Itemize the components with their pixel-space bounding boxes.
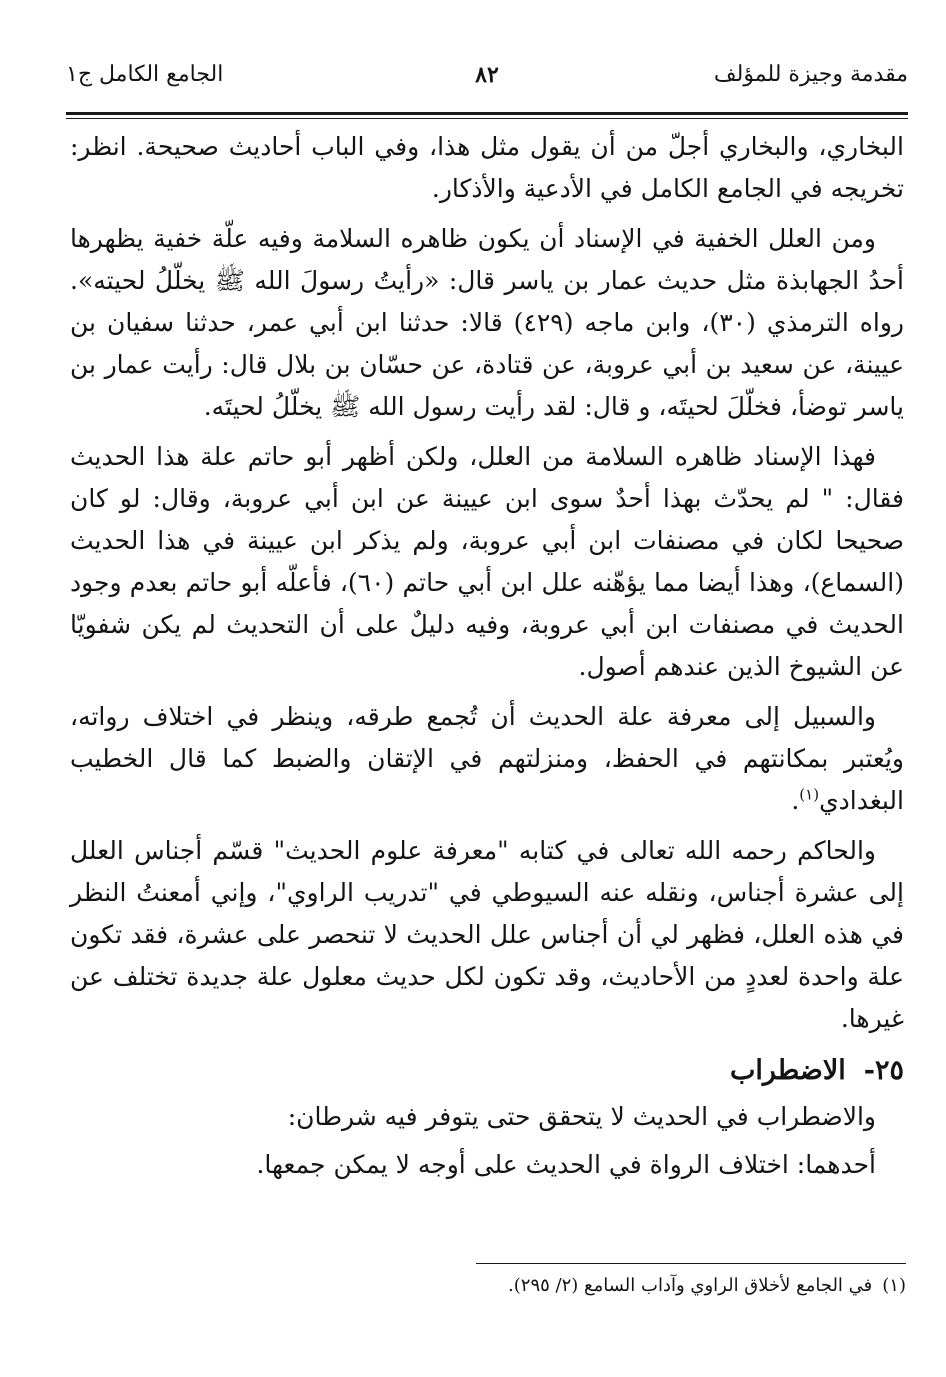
running-header: [66, 54, 908, 98]
header-chapter-title: مقدمة وجيزة للمؤلف: [713, 62, 908, 87]
page-number: ٨٢: [475, 62, 499, 88]
section-title: الاضطراب: [729, 1055, 846, 1086]
footnote-divider: [476, 1263, 906, 1264]
footnote-mark: (١): [882, 1275, 906, 1296]
header-book-title: الجامع الكامل ج١: [66, 62, 224, 87]
paragraph-4-text: والسبيل إلى معرفة علة الحديث أن تُجمع طرقه، وينظر في اختلاف رواته، ويُعتبر بمكانتهم في الحفظ، ومنزلتهم في الإتقان والضبط كما قال الخطيب البغدادي: [70, 702, 904, 815]
paragraph-1: البخاري، والبخاري أجلّ من أن يقول مثل هذا، وفي الباب أحاديث صحيحة. انظر: تخريجه في الجامع الكامل في الأدعية والأذكار.: [70, 132, 904, 203]
paragraph-3: فهذا الإسناد ظاهره السلامة من العلل، ولكن أظهر أبو حاتم علة هذا الحديث فقال: " لم يحدّث بهذا أحدٌ سوى ابن عيينة عن ابن أبي عروبة، وقال: لو كان صحيحا لكان في مصنفات ابن أبي عروبة، ولم يذكر ابن عيينة في هذا الحديث (السماع)، وهذا أيضا مما يؤهّنه علل ابن أبي حاتم (٦٠)، فأعلّه أبو حاتم بعدم وجود الحديث في مصنفات ابن أبي عروبة، وفيه دليلٌ على أن التحديث لم يكن شفويّا عن الشيوخ الذين عندهم أصول.: [70, 442, 905, 681]
section-number: ٢٥-: [863, 1055, 904, 1086]
paragraph-2: ومن العلل الخفية في الإسناد أن يكون ظاهره السلامة وفيه علّة خفية يظهرها أحدُ الجهابذة مثل حديث عمار بن ياسر قال: «رأيتُ رسولَ الله ﷺ يخلّلُ لحيته». رواه الترمذي (٣٠)، وابن ماجه (٤٢٩) قالا: حدثنا ابن أبي عمر، حدثنا سفيان بن عيينة، عن سعيد بن أبي عروبة، عن قتادة، عن حسّان بن بلال قال: رأيت عمار بن ياسر توضأ، فخلّلَ لحيتَه، و قال: لقد رأيت رسول الله ﷺ يخلّلُ لحيتَه.: [70, 224, 904, 421]
header-rule-thin: [66, 118, 908, 119]
paragraph-4: والسبيل إلى معرفة علة الحديث أن تُجمع طرقه، وينظر في اختلاف رواته، ويُعتبر بمكانتهم في الحفظ، ومنزلتهم في الإتقان والضبط كما قال الخطيب البغدادي$^{(١)}$.: [70, 702, 904, 815]
paragraph-5: والحاكم رحمه الله تعالى في كتابه "معرفة علوم الحديث" قسّم أجناس العلل إلى عشرة أجناس، ونقله عنه السيوطي في "تدريب الراوي"، وإني أمعنتُ النظر في هذه العلل، فظهر لي أن أجناس علل الحديث لا تنحصر على عشرة، فقد تكون علة واحدة لعددٍ من الأحاديث، وقد تكون لكل حديث معلول علة جديدة تختلف عن غيرها.: [70, 836, 904, 1033]
section-paragraph-2: أحدهما: اختلاف الرواة في الحديث على أوجه لا يمكن جمعها.: [256, 1150, 876, 1179]
header-rule-thick: [66, 112, 908, 115]
section-heading: [70, 1050, 904, 1092]
section-paragraph-1: والاضطراب في الحديث لا يتحقق حتى يتوفر فيه شرطان:: [287, 1102, 876, 1131]
footnote-reference[interactable]: (١): [799, 785, 820, 804]
footnote-text: في الجامع لأخلاق الراوي وآداب السامع (٢/ ٢٩٥).: [508, 1275, 873, 1296]
footnote: [72, 1272, 906, 1300]
body-text: [70, 126, 904, 1192]
